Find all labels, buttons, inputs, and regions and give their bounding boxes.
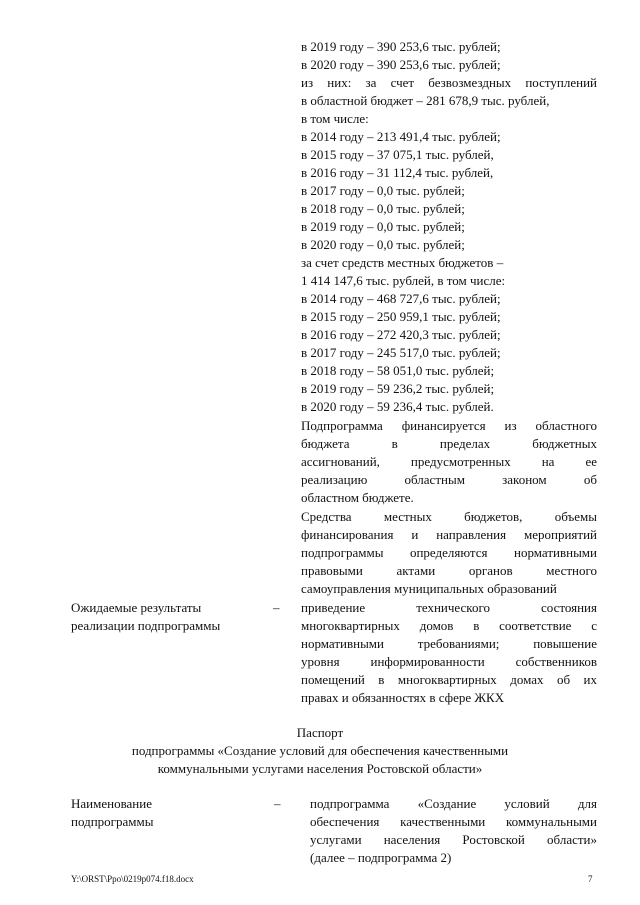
name-dash: – bbox=[274, 796, 281, 811]
finance-paragraph-line: финансирования и направления мероприятий bbox=[301, 527, 597, 542]
finance-line: в областной бюджет – 281 678,9 тыс. рублей, bbox=[301, 93, 550, 108]
finance-paragraph-line: ассигнований, предусмотренных на ее bbox=[301, 454, 597, 469]
finance-line: из них: за счет безвозмездных поступлений bbox=[301, 75, 597, 90]
finance-line: за счет средств местных бюджетов – bbox=[301, 255, 504, 270]
passport-subtitle: подпрограммы «Создание условий для обеспечения качественными bbox=[131, 743, 509, 758]
finance-line: в 2016 году – 272 420,3 тыс. рублей; bbox=[301, 327, 501, 342]
passport-subtitle: коммунальными услугами населения Ростовской области» bbox=[157, 761, 483, 776]
finance-paragraph-line: правовыми актами органов местного bbox=[301, 563, 597, 578]
finance-paragraph-line: реализацию областным законом об bbox=[301, 472, 597, 487]
finance-line: в 2015 году – 250 959,1 тыс. рублей; bbox=[301, 309, 501, 324]
finance-line: в 2019 году – 0,0 тыс. рублей; bbox=[301, 219, 465, 234]
finance-paragraph-line: Средства местных бюджетов, объемы bbox=[301, 509, 597, 524]
name-label: подпрограммы bbox=[71, 814, 154, 829]
passport-title: Паспорт bbox=[296, 725, 344, 740]
finance-line: в том числе: bbox=[301, 111, 369, 126]
finance-paragraph-line: подпрограммы определяются нормативными bbox=[301, 545, 597, 560]
finance-line: в 2016 году – 31 112,4 тыс. рублей, bbox=[301, 165, 494, 180]
results-label: Ожидаемые результаты bbox=[71, 600, 202, 615]
finance-line: в 2017 году – 245 517,0 тыс. рублей; bbox=[301, 345, 501, 360]
finance-paragraph-line: самоуправления муниципальных образований bbox=[301, 581, 557, 596]
finance-line: в 2018 году – 58 051,0 тыс. рублей; bbox=[301, 363, 495, 378]
results-value-line: правах и обязанностях в сфере ЖКХ bbox=[301, 690, 505, 705]
finance-line: в 2015 году – 37 075,1 тыс. рублей, bbox=[301, 147, 494, 162]
footer-file-path: Y:\ORST\Ppo\0219p074.f18.docx bbox=[71, 874, 194, 884]
finance-line: в 2020 году – 59 236,4 тыс. рублей. bbox=[301, 399, 494, 414]
results-value-line: помещений в многоквартирных домах об их bbox=[301, 672, 597, 687]
finance-paragraph-line: областном бюджете. bbox=[301, 490, 414, 505]
finance-line: в 2014 году – 213 491,4 тыс. рублей; bbox=[301, 129, 501, 144]
name-value-line: подпрограмма «Создание условий для bbox=[310, 796, 597, 811]
name-value-line: (далее – подпрограмма 2) bbox=[310, 850, 452, 865]
finance-line: в 2014 году – 468 727,6 тыс. рублей; bbox=[301, 291, 501, 306]
results-value-line: уровня информированности собственников bbox=[301, 654, 597, 669]
finance-line: в 2020 году – 0,0 тыс. рублей; bbox=[301, 237, 465, 252]
finance-line: в 2020 году – 390 253,6 тыс. рублей; bbox=[301, 57, 501, 72]
finance-line: в 2017 году – 0,0 тыс. рублей; bbox=[301, 183, 465, 198]
finance-line: в 2019 году – 59 236,2 тыс. рублей; bbox=[301, 381, 495, 396]
name-value-line: обеспечения качественными коммунальными bbox=[310, 814, 597, 829]
name-value-line: услугами населения Ростовской области» bbox=[310, 832, 597, 847]
finance-line: 1 414 147,6 тыс. рублей, в том числе: bbox=[301, 273, 506, 288]
finance-paragraph-line: Подпрограмма финансируется из областного bbox=[301, 418, 597, 433]
name-label: Наименование bbox=[71, 796, 152, 811]
results-value-line: нормативными требованиями; повышение bbox=[301, 636, 597, 651]
finance-paragraph-line: бюджета в пределах бюджетных bbox=[301, 436, 597, 451]
finance-line: в 2019 году – 390 253,6 тыс. рублей; bbox=[301, 39, 501, 54]
results-dash: – bbox=[273, 600, 280, 615]
page-number: 7 bbox=[588, 874, 593, 884]
results-label: реализации подпрограммы bbox=[71, 618, 221, 633]
results-value-line: многоквартирных домов в соответствие с bbox=[301, 618, 597, 633]
results-value-line: приведение технического состояния bbox=[301, 600, 597, 615]
finance-line: в 2018 году – 0,0 тыс. рублей; bbox=[301, 201, 465, 216]
